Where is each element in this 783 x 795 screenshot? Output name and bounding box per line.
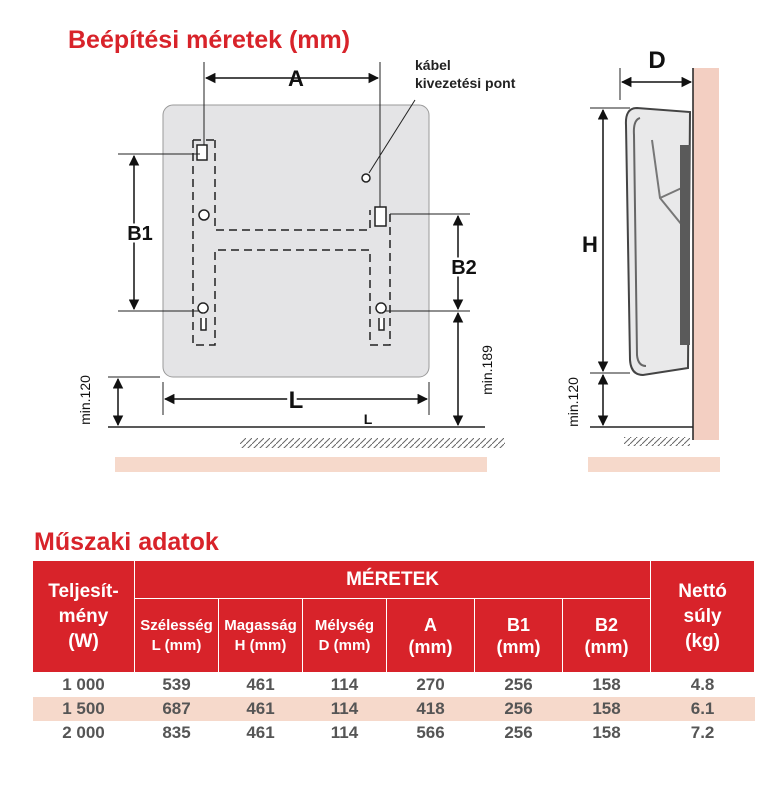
header-b2: B2 (mm) (563, 599, 651, 673)
top-left-slot-icon (197, 145, 207, 160)
cell-b1: 256 (475, 697, 563, 721)
cable-exit-point-icon (362, 174, 370, 182)
header-height: Magasság H (mm) (219, 599, 303, 673)
header-depth: Mélység D (mm) (303, 599, 387, 673)
specs-table (32, 560, 755, 745)
cell-b2: 158 (592, 723, 621, 742)
heater-side-mount (680, 145, 690, 345)
cell-b1: 256 (504, 675, 533, 694)
cell-a: 566 (416, 723, 445, 742)
dim-a-label: A (288, 66, 304, 91)
cell-width: 539 (162, 675, 191, 694)
specs-title: Műszaki adatok (34, 528, 219, 556)
cell-depth: 114 (330, 723, 359, 742)
dim-d-label: D (648, 47, 666, 74)
cell-a: 418 (387, 697, 475, 721)
cell-weight: 7.2 (690, 723, 715, 742)
cell-b1: 256 (504, 723, 533, 742)
dim-l-small-label: L (363, 411, 373, 427)
table-row (33, 697, 755, 721)
cell-b2: 158 (563, 697, 651, 721)
wall (693, 68, 719, 440)
dim-h-label: H (582, 232, 598, 257)
dim-min120-front-label: min.120 (77, 375, 93, 425)
cell-power: 1 500 (33, 697, 135, 721)
diagram-title: Beépítési méretek (mm) (68, 26, 351, 54)
hole-icon (199, 210, 209, 220)
dim-min189-label: min.189 (479, 345, 495, 395)
cell-depth: 114 (303, 697, 387, 721)
cell-weight: 6.1 (651, 697, 755, 721)
dim-b2-label: B2 (451, 257, 477, 279)
cell-width: 835 (162, 723, 191, 742)
front-floor-strip (115, 457, 487, 472)
dim-min120-side-label: min.120 (565, 377, 581, 427)
header-power: Teljesít- mény (W) (33, 561, 135, 673)
cell-depth: 114 (330, 675, 359, 694)
cell-a: 270 (416, 675, 445, 694)
cell-height: 461 (246, 723, 275, 742)
cell-power: 2 000 (62, 723, 105, 742)
cell-weight: 4.8 (690, 675, 715, 694)
header-width: Szélesség L (mm) (135, 599, 219, 673)
header-b1: B1 (mm) (475, 599, 563, 673)
cable-label-line-2: kivezetési pont (415, 75, 516, 91)
header-weight: Nettó súly (kg) (651, 561, 755, 673)
cell-b2: 158 (592, 675, 621, 694)
header-dimensions: MÉRETEK (135, 561, 651, 599)
cell-power: 1 000 (62, 675, 105, 694)
cell-height: 461 (219, 697, 303, 721)
table-row (33, 721, 755, 745)
cell-height: 461 (246, 675, 275, 694)
top-right-slot-icon (375, 207, 386, 226)
dim-b1-label: B1 (127, 223, 153, 245)
dim-l-label: L (288, 387, 304, 414)
header-a: A (mm) (387, 599, 475, 673)
cell-width: 687 (135, 697, 219, 721)
table-row (33, 673, 755, 698)
side-floor-hatch (624, 437, 690, 446)
side-floor-strip (588, 457, 720, 472)
cable-label-line-1: kábel (415, 57, 451, 73)
front-floor-hatch (240, 438, 505, 448)
